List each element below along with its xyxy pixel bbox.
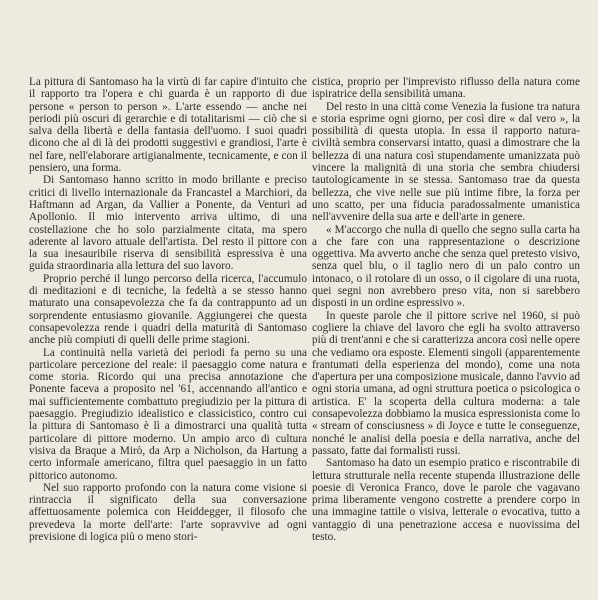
paragraph: In queste parole che il pittore scrive nel 1960, si può cogliere la chiave del lavoro che egli ha svolto attraverso più di trent'anni e che si caratterizza ancora così nelle opere che vediamo ora esposte. Elementi singoli (apparentemente frantumati della esperienza del mondo), come una nota d'apertura per una composizione musicale, danno l'avvio ad ogni storia umana, ad ogni struttura poetica o psicologica o artistica. E' la scoperta della cultura moderna: a tale consapevolezza dobbiamo la musica espressionista come lo « stream of consciusness » di Joyce e tutte le conseguenze, nonché le analisi della poesia e della narrativa, anche del passato, fatte dai formalisti russi. (312, 309, 581, 457)
paragraph: Nel suo rapporto profondo con la natura come visione si rintraccia il significato della sua conversazione affettuosamente polemica con Heiddegger, il filosofo che prevedeva la morte dell'arte: l'arte sopravvive ad ogni previsione di logica più o meno stori- (29, 481, 307, 543)
paragraph: Del resto in una città come Venezia la fusione tra natura e storia esprime ogni giorno, per così dire « dal vero », la possibilità di questa utopia. In essa il rapporto natura-civiltà sembra conservarsi intatto, quasi a dimostrare che la bellezza di una natura così stupendamente umanizzata può vincere la malignità di una storia che sembra chiudersi tautologicamente in se stessa. Santomaso trae da questa bellezza, che vive nelle sue più intime fibre, la forza per uno scatto, per una fiducia paradossalmente umanistica nell'avvenire della sua arte e dell'arte in genere. (312, 100, 580, 224)
paragraph: Di Santomaso hanno scritto in modo brillante e preciso critici di livello internazionale da Francastel a Marchiori, da Haftmann ad Argan, da Vallier a Ponente, da Venturi ad Apollonio. Il mio intervento arriva ultimo, di una costellazione che ho solo parzialmente citata, ma spero aderente al lavoro attuale dell'artista. Del resto il pittore con la sua inesauribile riserva di sensibilità espressiva è una guida straordinaria alla lettura del suo lavoro. (29, 174, 307, 273)
left-text-column (29, 76, 307, 543)
paragraph: Santomaso ha dato un esempio pratico e riscontrabile di lettura strutturale nella recente stupenda illustrazione delle poesie di Veronica Franco, dove le parole che vagavano prima liberamente vengono costrette a prendere corpo in una immagine tattile o visiva, letterale o evocativa, tutto a vantaggio di una penetrazione accesa e nuovissima del testo. (312, 457, 580, 543)
right-text-column (312, 76, 580, 543)
paragraph: « M'accorgo che nulla di quello che segno sulla carta ha a che fare con una rappresentazione o descrizione oggettiva. Ma avverto anche che senza quel pretesto visivo, senza quel blu, o il taglio nero di un palo contro un intonaco, o il rotolare di un osso, o il cigolare di una ruota, quei segni non avrebbero preso vita, non si sarebbero disposti in un ordine espressivo ». (312, 223, 580, 310)
paragraph: cistica, proprio per l'imprevisto riflusso della natura come ispiratrice della sensibilità umana. (312, 76, 580, 101)
paragraph: La pittura di Santomaso ha la virtù di far capire d'intuito che il rapporto tra l'opera e chi guarda è un rapporto di due persone « person to person ». L'arte essendo — anche nei periodi più oscuri di gerarchie e di totalitarismi — ciò che si salva della libertà e della fantasia dell'uomo. I suoi quadri dicono che al di là dei prodotti suggestivi e grandiosi, l'arte è nel fare, nell'elaborare artigianalmente, tecnicamente, e con il pensiero, una forma. (29, 76, 307, 175)
paragraph: La continuità nella varietà dei periodi fa perno su una particolare percezione del reale: il paesaggio come natura e come storia. Ricordo qui una precisa annotazione che Ponente faceva a proposito nel '61, accennando all'antico e mai sufficientemente combattuto pregiudizio per la pittura di paesaggio. Pregiudizio idealistico e classicistico, contro cui la pittura di Santomaso è lì a dimostrarci una qualità tutta particolare di pittore moderno. Un ampio arco di cultura visiva da Braque a Mirò, da Arp a Nicholson, da Hartung a certo informale americano, filtra quel paesaggio in un fatto pittorico autonomo. (29, 346, 307, 482)
paragraph: Proprio perché il lungo percorso della ricerca, l'accumulo di meditazioni e di tecniche, la fedeltà a se stesso hanno maturato una consapevolezza che fa da contrappunto ad un sorprendente entusiasmo giovanile. Aggiungerei che questa consapevolezza rende i quadri della maturità di Santomaso anche più compiuti di quelli delle prime stagioni. (29, 272, 307, 347)
